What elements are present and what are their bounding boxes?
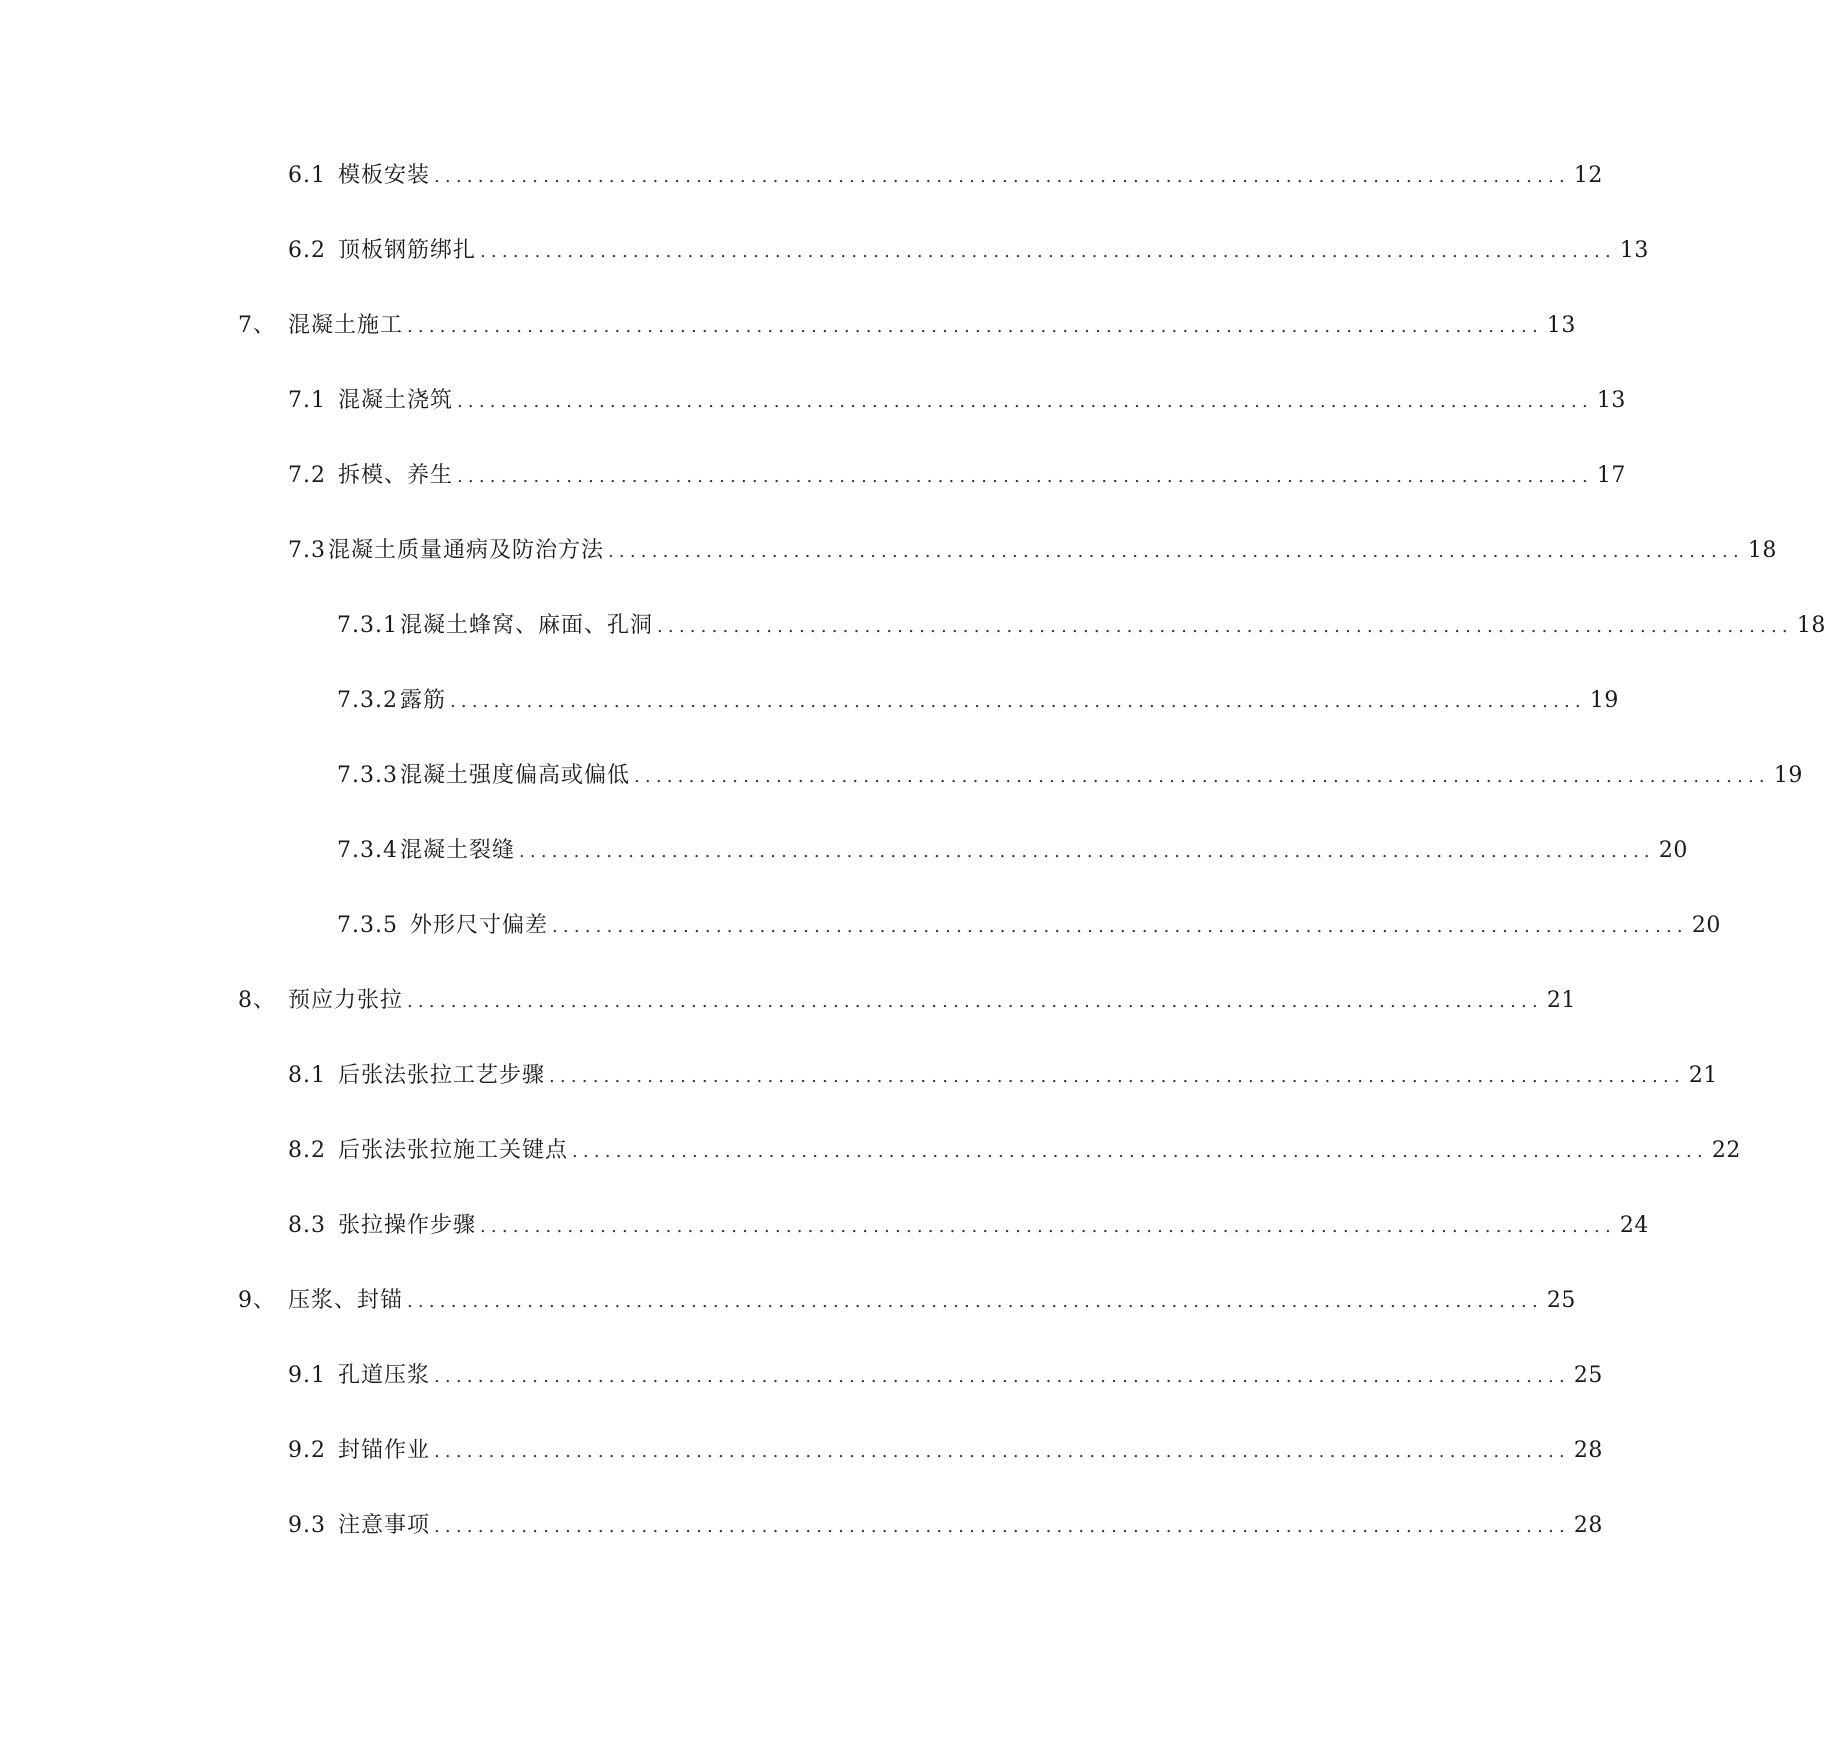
- dot-leader: ........................................................................................................: [434, 1441, 1570, 1462]
- dot-leader: ........................................................................................................: [434, 1516, 1570, 1537]
- toc-entry-9-2[interactable]: [288, 1431, 1603, 1471]
- toc-entry-7-2[interactable]: [288, 456, 1626, 496]
- dot-leader: ........................................................................................................: [572, 1141, 1708, 1162]
- toc-entry-number: 8、: [238, 988, 276, 1013]
- toc-entry-page: 22: [1711, 1138, 1741, 1163]
- dot-leader: ........................................................................................................: [480, 1216, 1616, 1237]
- toc-entry-8-2[interactable]: [288, 1131, 1741, 1171]
- toc-entry-title: 后张法张拉工艺步骤: [338, 1063, 546, 1088]
- dot-leader: ........................................................................................................: [457, 391, 1593, 412]
- dot-leader: ........................................................................................................: [457, 466, 1593, 487]
- toc-entry-number: 9.3: [288, 1513, 326, 1538]
- toc-entry-number: 6.2: [288, 238, 326, 263]
- toc-entry-7-1[interactable]: [288, 381, 1626, 421]
- toc-entry-title: 压浆、封锚: [288, 1288, 404, 1313]
- dot-leader: ........................................................................................................: [434, 166, 1570, 187]
- toc-entry-title: 后张法张拉施工关键点: [338, 1138, 569, 1163]
- toc-entry-title: 混凝土施工: [288, 313, 404, 338]
- toc-entry-title: 混凝土浇筑: [338, 388, 454, 413]
- toc-entry-page: 20: [1658, 838, 1688, 863]
- toc-entry-number: 7.3.3: [337, 763, 398, 788]
- toc-entry-number: 7.3.2: [337, 688, 398, 713]
- toc-entry-number: 7.2: [288, 463, 326, 488]
- toc-entry-title: 混凝土裂缝: [399, 838, 515, 863]
- toc-entry-number: 9、: [238, 1288, 276, 1313]
- toc-entry-7-3-2[interactable]: [337, 681, 1619, 721]
- toc-entry-title: 模板安装: [338, 163, 431, 188]
- toc-entry-title: 露筋: [399, 688, 446, 713]
- dot-leader: ........................................................................................................: [407, 991, 1543, 1012]
- toc-entry-page: 28: [1573, 1513, 1603, 1538]
- dot-leader: ........................................................................................................: [657, 616, 1793, 637]
- toc-entry-9-3[interactable]: [288, 1506, 1603, 1546]
- dot-leader: ........................................................................................................: [434, 1366, 1570, 1387]
- toc-entry-page: 25: [1546, 1288, 1576, 1313]
- toc-entry-title: 孔道压浆: [338, 1363, 431, 1388]
- dot-leader: ........................................................................................................: [634, 766, 1770, 787]
- toc-entry-page: 28: [1573, 1438, 1603, 1463]
- toc-entry-number: 7.3.5: [337, 913, 398, 938]
- toc-entry-number: 9.1: [288, 1363, 326, 1388]
- toc-entry-page: 25: [1573, 1363, 1603, 1388]
- dot-leader: ........................................................................................................: [552, 916, 1688, 937]
- toc-entry-number: 7.3.4: [337, 838, 398, 863]
- toc-entry-6-2[interactable]: [288, 231, 1649, 271]
- toc-entry-title: 预应力张拉: [288, 988, 404, 1013]
- toc-entry-page: 20: [1691, 913, 1721, 938]
- toc-entry-title: 张拉操作步骤: [338, 1213, 477, 1238]
- toc-entry-number: 6.1: [288, 163, 326, 188]
- toc-entry-7-3-4[interactable]: [337, 831, 1688, 871]
- toc-entry-number: 8.3: [288, 1213, 326, 1238]
- toc-entry-8-1[interactable]: [288, 1056, 1718, 1096]
- toc-entry-number: 9.2: [288, 1438, 326, 1463]
- dot-leader: ........................................................................................................: [407, 316, 1543, 337]
- dot-leader: ........................................................................................................: [549, 1066, 1685, 1087]
- toc-entry-7-3[interactable]: [288, 531, 1777, 571]
- toc-entry-title: 拆模、养生: [338, 463, 454, 488]
- dot-leader: ........................................................................................................: [407, 1291, 1543, 1312]
- toc-entry-page: 17: [1596, 463, 1626, 488]
- toc-entry-page: 19: [1589, 688, 1619, 713]
- dot-leader: ........................................................................................................: [519, 841, 1655, 862]
- toc-entry-page: 13: [1546, 313, 1576, 338]
- dot-leader: ........................................................................................................: [450, 691, 1586, 712]
- toc-entry-title: 外形尺寸偏差: [409, 913, 548, 938]
- toc-entry-number: 7.3: [288, 538, 326, 563]
- toc-entry-7[interactable]: [238, 306, 1576, 346]
- toc-entry-page: 21: [1546, 988, 1576, 1013]
- toc-entry-page: 12: [1573, 163, 1603, 188]
- toc-entry-9[interactable]: [238, 1281, 1576, 1321]
- toc-entry-6-1[interactable]: [288, 156, 1603, 196]
- toc-entry-title: 混凝土质量通病及防治方法: [328, 538, 605, 563]
- toc-entry-number: 8.1: [288, 1063, 326, 1088]
- toc-entry-title: 混凝土强度偏高或偏低: [399, 763, 630, 788]
- toc-entry-8[interactable]: [238, 981, 1576, 1021]
- toc-entry-page: 13: [1596, 388, 1626, 413]
- dot-leader: ........................................................................................................: [480, 241, 1616, 262]
- toc-entry-page: 18: [1796, 613, 1826, 638]
- toc-entry-page: 19: [1773, 763, 1803, 788]
- toc-entry-title: 封锚作业: [338, 1438, 431, 1463]
- toc-entry-9-1[interactable]: [288, 1356, 1603, 1396]
- dot-leader: ........................................................................................................: [608, 541, 1744, 562]
- toc-entry-title: 顶板钢筋绑扎: [338, 238, 477, 263]
- toc-entry-page: 13: [1619, 238, 1649, 263]
- toc-entry-number: 7.3.1: [337, 613, 398, 638]
- toc-entry-7-3-5[interactable]: [337, 906, 1721, 946]
- toc-entry-page: 24: [1619, 1213, 1649, 1238]
- toc-entry-title: 注意事项: [338, 1513, 431, 1538]
- toc-entry-page: 21: [1688, 1063, 1718, 1088]
- toc-entry-number: 7.1: [288, 388, 326, 413]
- toc-entry-number: 7、: [238, 313, 276, 338]
- toc-entry-number: 8.2: [288, 1138, 326, 1163]
- toc-entry-title: 混凝土蜂窝、麻面、孔洞: [399, 613, 653, 638]
- toc-entry-7-3-1[interactable]: [337, 606, 1826, 646]
- toc-entry-8-3[interactable]: [288, 1206, 1649, 1246]
- toc-entry-page: 18: [1747, 538, 1777, 563]
- toc-entry-7-3-3[interactable]: [337, 756, 1803, 796]
